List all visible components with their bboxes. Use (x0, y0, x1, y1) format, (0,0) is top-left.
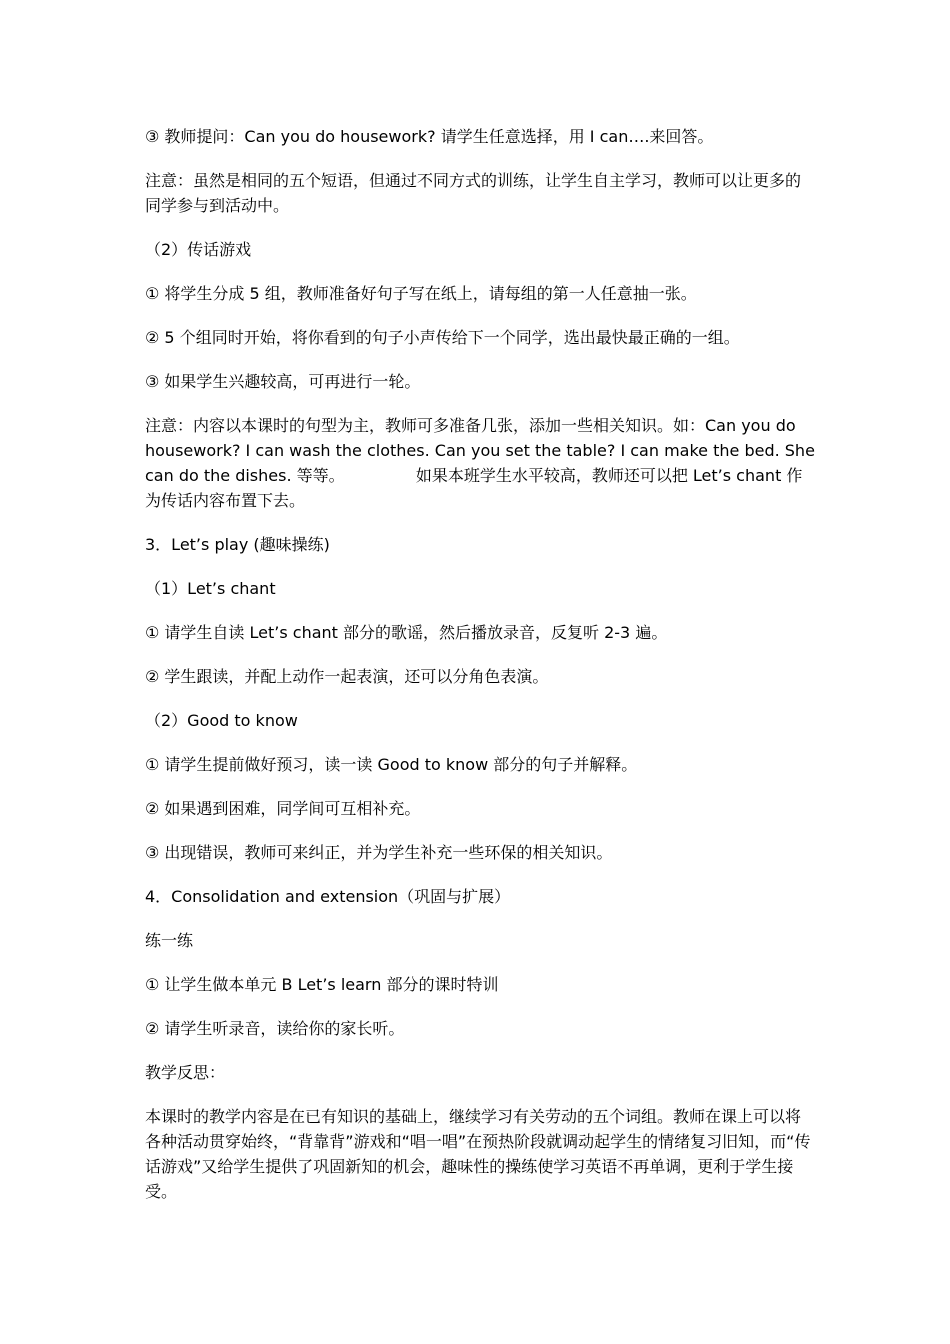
step-3-teacher-question: ③ 教师提问：Can you do housework? 请学生任意选择，用 I can….来回答。 (145, 127, 714, 146)
know-step-3: ③ 出现错误，教师可来纠正，并为学生补充一些环保的相关知识。 (145, 843, 613, 862)
reflection-heading: 教学反思： (145, 1063, 226, 1082)
practice-step-2: ② 请学生听录音，读给你的家长听。 (145, 1019, 405, 1038)
practice-heading: 练一练 (145, 931, 194, 950)
subheading-good-to-know: （2）Good to know (145, 711, 298, 730)
game-step-3: ③ 如果学生兴趣较高，可再进行一轮。 (145, 372, 421, 391)
chant-step-1: ① 请学生自读 Let’s chant 部分的歌谣，然后播放录音，反复听 2-3 遍。 (145, 623, 668, 642)
note-paragraph-2: 注意：内容以本课时的句型为主，教师可多准备几张，添加一些相关知识。如：Can you do housework? I can wash the clothes. Can you set the table? I can make the bed. She can do the dishes. 等等。 如果本班学生水平较高，教师还可以把 Let’s chant 作为传话内容布置下去。 (145, 416, 820, 510)
know-step-1: ① 请学生提前做好预习，读一读 Good to know 部分的句子并解释。 (145, 755, 638, 774)
reflection-paragraph: 本课时的教学内容是在已有知识的基础上，继续学习有关劳动的五个词组。教师在课上可以将各种活动贯穿始终，“背靠背”游戏和“唱一唱”在预热阶段就调动起学生的情绪复习旧知，而“传话游戏”又给学生提供了巩固新知的机会，趣味性的操练使学习英语不再单调，更利于学生接受。 (145, 1107, 811, 1201)
section-heading-telephone-game: （2）传话游戏 (145, 240, 252, 259)
subheading-lets-chant: （1）Let’s chant (145, 579, 276, 598)
practice-step-1: ① 让学生做本单元 B Let’s learn 部分的课时特训 (145, 975, 499, 994)
game-step-1: ① 将学生分成 5 组，教师准备好句子写在纸上，请每组的第一人任意抽一张。 (145, 284, 697, 303)
section-heading-lets-play: 3．Let’s play (趣味操练) (145, 535, 330, 554)
section-heading-consolidation: 4．Consolidation and extension（巩固与扩展） (145, 887, 511, 906)
note-paragraph-1: 注意：虽然是相同的五个短语，但通过不同方式的训练，让学生自主学习，教师可以让更多的同学参与到活动中。 (145, 171, 802, 215)
game-step-2: ② 5 个组同时开始，将你看到的句子小声传给下一个同学，选出最快最正确的一组。 (145, 328, 740, 347)
chant-step-2: ② 学生跟读，并配上动作一起表演，还可以分角色表演。 (145, 667, 549, 686)
know-step-2: ② 如果遇到困难，同学间可互相补充。 (145, 799, 421, 818)
